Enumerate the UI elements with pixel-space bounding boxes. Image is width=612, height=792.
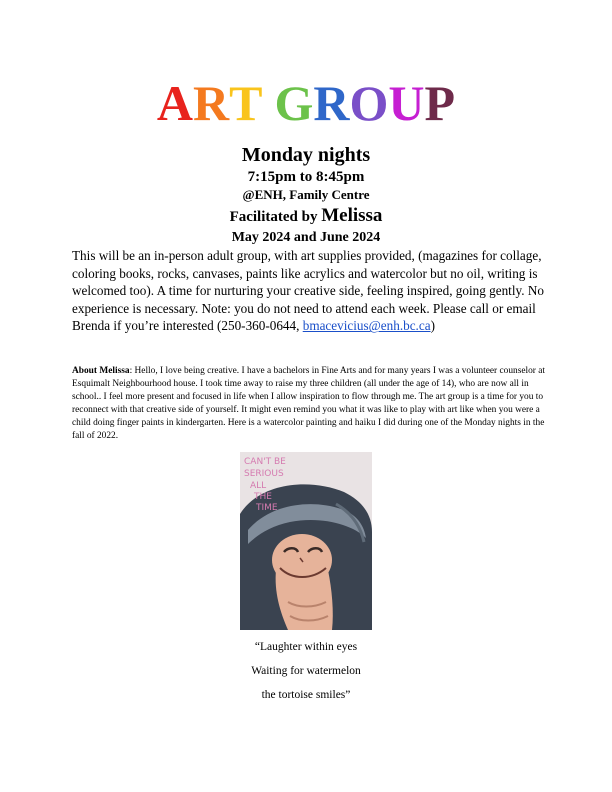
title-letter: P xyxy=(424,75,456,131)
intro-text: This will be an in-person adult group, with art supplies provided, (magazines for collage, coloring books, rocks, canvases, paints like acrylics and watercolor but no oil, writing is welcomed too). A time for nurturing your creative side, feeling inspired, going gently. No experience is necessary. Note: you do not need to attend each week. Please call or email Brenda if you’re interested (250-360-0644, xyxy=(72,248,544,334)
meeting-time: 7:15pm to 8:45pm xyxy=(247,169,365,185)
program-dates: May 2024 and June 2024 xyxy=(231,230,381,245)
intro-closing: ) xyxy=(430,318,435,334)
facilitator-line xyxy=(0,205,612,228)
about-melissa-paragraph xyxy=(72,365,546,442)
haiku-line-2: Waiting for watermelon xyxy=(251,665,361,677)
tortoise-watercolor-painting xyxy=(240,452,372,630)
facilitated-by-label: Facilitated by xyxy=(229,209,322,225)
about-text: : Hello, I love being creative. I have a bachelors in Fine Arts and for many years I was a volunteer counselor at Esquimalt Neighbourhood house. I took time away to raise my three children (all under the age of 14), who are now all in school.. I feel more present and focused in life when I allow inspiration to flow through me. The art group is a time for you to reconnect with that creative side of yourself. It might even remind you what it was like to play with art like when you were a child doing finger paints in kindergarten. Here is a watercolor painting and haiku I did during one of the Monday nights in the fall of 2022. xyxy=(72,366,546,441)
art-group-title xyxy=(0,74,612,132)
handwriting-line-1: CAN'T BE xyxy=(244,457,286,467)
intro-paragraph xyxy=(72,247,546,335)
handwriting-line-3: ALL xyxy=(250,481,267,491)
haiku-line-3: the tortoise smiles” xyxy=(261,689,351,701)
title-letter: G xyxy=(274,75,314,131)
title-letter: R xyxy=(193,75,230,131)
contact-email-link[interactable]: bmacevicius@enh.bc.ca xyxy=(302,318,431,334)
title-space xyxy=(263,74,275,132)
title-letter: A xyxy=(156,75,194,131)
meeting-day: Monday nights xyxy=(241,144,371,166)
handwriting-line-5: TIME xyxy=(256,503,278,513)
title-letter: R xyxy=(313,75,350,131)
about-label: About Melissa xyxy=(72,366,130,376)
handwriting-line-2: SERIOUS xyxy=(244,469,284,479)
facilitator-name: Melissa xyxy=(321,205,383,226)
title-letter: U xyxy=(388,75,425,131)
meeting-location: @ENH, Family Centre xyxy=(242,187,370,202)
title-letter: T xyxy=(229,75,263,131)
handwriting-line-4: THE xyxy=(254,492,272,502)
haiku-line-1: “Laughter within eyes xyxy=(254,641,358,653)
title-letter: O xyxy=(349,75,389,131)
